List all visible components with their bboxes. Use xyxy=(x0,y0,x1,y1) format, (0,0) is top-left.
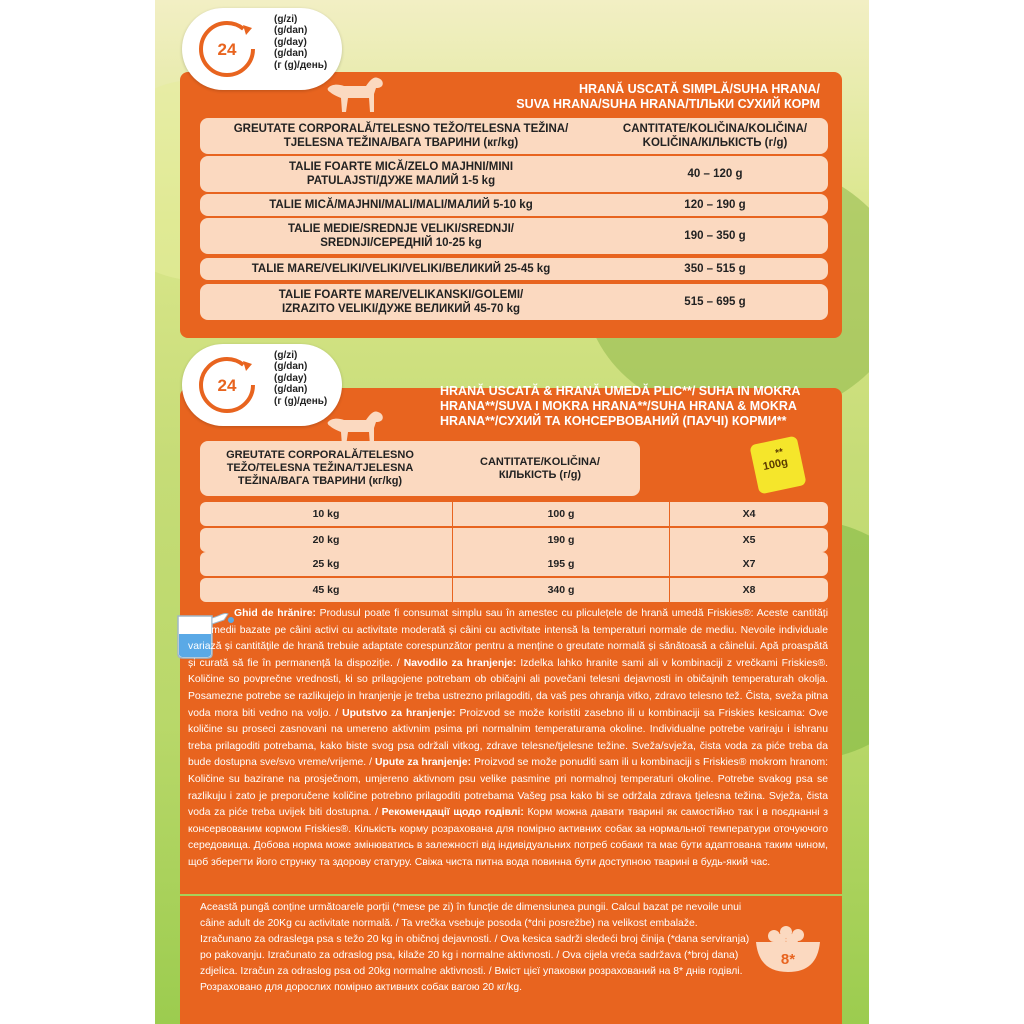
table-row: 10 kg 100 g X4 xyxy=(200,502,828,526)
unit-list: (g/zi) (g/dan) (g/day) (g/dan) (г (g)/день) xyxy=(274,350,328,407)
clock-24h-icon xyxy=(196,18,258,80)
table-row: TALIE MARE/VELIKI/VELIKI/VELIKI/ВЕЛИКИЙ 25-45 kg 350 – 515 g xyxy=(200,258,828,280)
weight-header: GREUTATE CORPORALĂ/TELESNO TEŽO/TELESNA TEŽINA/ TJELESNA TEŽINA/ВАГА ТВАРИНИ (кг/kg) xyxy=(233,123,569,149)
dry-food-title: HRANĂ USCATĂ SIMPLĂ/SUHA HRANA/ SUVA HRANA/SUHA HRANA/ТІЛЬКИ СУХИЙ КОРМ xyxy=(516,82,820,111)
table-row: TALIE FOARTE MICĂ/ZELO MAJHNI/MINI PATULAJSTI/ДУЖЕ МАЛИЙ 1-5 kg 40 – 120 g xyxy=(200,156,828,192)
quantity-header: CANTITATE/KOLIČINA/ КІЛЬКІСТЬ (г/g) xyxy=(480,455,600,481)
svg-text:8*: 8* xyxy=(780,951,796,968)
mixed-header-row xyxy=(200,441,640,496)
dog-silhouette-icon xyxy=(322,70,386,116)
table-row: TALIE MICĂ/MAJHNI/MALI/MALI/МАЛИЙ 5-10 kg 120 – 190 g xyxy=(200,194,828,216)
wet-pouch-icon: ** 100g xyxy=(749,436,806,495)
food-bowl-icon xyxy=(752,922,824,974)
table-row: 20 kg 190 g X5 xyxy=(200,528,828,552)
feeding-guide-text: Ghid de hrănire: Produsul poate fi consumat simplu sau în amestec cu pliculețele de hrană umedă Friskies®: Aceste cantități sunt medii bazate pe câini activi cu activitate moderată și câini cu activitate intensă la temperaturi normale de mediu. Nevoile individuale variază și cantitățile de hrană trebuie adaptate corespunzător pentru a menține o greutate normală și sănătoasă a câinelui. Apă proaspătă și curată să fie în permanență la dispoziție. / Navodilo za hranjenje: Izdelka lahko hranite sami ali v kombinaciji z vrečkami Friskies®. Količine so povprečne vrednosti, ki so prilagojene potrebam ob običajni ali povečani telesni dejavnosti in običajnih temperaturah okolja. Posamezne potrebe se razlikujejo in hranjenje je treba ustrezno prilagoditi, da vaš pes ohranja vitko, zdravo telesno tež. Čista, sveža pitna voda mora biti vedno na voljo. / Uputstvo za hranjenje: Proizvod se može koristiti zasebno ili u kombinaciji sa Friskies kesicama: Ove količine su proseci zasnovani na umereno aktivnim psima pri normalnim temperaturama okoline. Individualne potrebe variraju i ishranu treba prilagoditi potrebama, kako biste svog psa održali vitkog, zdrave telesne/tjelesne težine. Sveža/svježa, čista voda za piće treba da bude dostupna sve/svo vreme/vrijeme. / Upute za hranjenje: Proizvod se može ponuditi sam ili u kombinaciji s Friskies® mokrom hranom: Količine su bazirane na prosječnom, umjereno aktivnom psu velike pasmine pri normalnoj temperaturi okoline. Potrebe svakog psa se razlikuju i zato je preporučene količine potrebno prilagoditi potrebama Vašeg psa kako bi se održala zdrava tjelesna težina. Svježa, čista voda za piće treba uvijek biti dostupna. / Рекомендації щодо годівлі: Корм можна давати тварині як самостійно так і в поєднанні з консервованим кормом Friskies®. Кількість корму розрахована для помірно активних собак за нормальної температури оточуючого середовища. Добова норма може змінюватись в залежності від індивідуальних потреб собаки та має бути адаптована таким чином, щоб зберегти його струнку та здорову статуру. Свіжа чиста питна вода повинна бути доступною тварині в будь-який час. xyxy=(188,608,829,868)
dry-header-row xyxy=(200,118,828,154)
table-row: 25 kg 195 g X7 xyxy=(200,552,828,576)
portions-text: Această pungă conține următoarele porții (*mese pe zi) în funcție de dimensiunea pungii. Calcul bazat pe nevoile unui câine adult de 20Kg cu activitate normală. / Ta vrečka vsebuje posoda (*dni posrežbe) na velikost embalaže. Izračunano za odraslega psa s težo 20 kg in običnoj dejavnosti. / Ova kesica sadrži sledeći broj činija (*dana serviranja) po pakovanju. Izračunato za odraslog psa, kilaže 20 kg i normalne aktivnosti. / Ova cijela vreća sadržava (*broj dana) zdjelica. Izračun za odraslog psa od 20kg normalne aktivnosti. / Вміст цієї упаковки розрахований на 8* днів годівлі. Розраховано для дорослих помірно активних собак вагою 20 кг/kg. xyxy=(200,902,750,993)
table-row: TALIE MEDIE/SREDNJE VELIKI/SREDNJI/ SREDNJI/СЕРЕДНІЙ 10-25 kg 190 – 350 g xyxy=(200,218,828,254)
quantity-header: CANTITATE/KOLIČINA/KOLIČINA/ KOLIČINA/КІЛЬКІСТЬ (г/g) xyxy=(622,123,808,149)
unit-list: (g/zi) (g/dan) (g/day) (g/dan) (г (g)/день) xyxy=(274,14,328,71)
mixed-food-title: HRANĂ USCATĂ & HRANĂ UMEDĂ PLIC**/ SUHA IN MOKRA HRANA**/SUVA I MOKRA HRANA**/SUHA HRANA & MOKRA HRANA**/СУХИЙ ТА КОНСЕРВОВАНИЙ (ПАУЧІ) КОРМИ** xyxy=(440,384,801,428)
daily-badge-dry xyxy=(182,8,342,90)
weight-header: GREUTATE CORPORALĂ/TELESNO TEŽO/TELESNA TEŽINA/TJELESNA TEŽINA/ВАГА ТВАРИНИ (кг/kg) xyxy=(226,449,414,487)
svg-text:24: 24 xyxy=(217,376,237,395)
clock-24h-icon xyxy=(196,354,258,416)
daily-badge-mixed xyxy=(182,344,342,426)
table-row: 45 kg 340 g X8 xyxy=(200,578,828,602)
svg-text:24: 24 xyxy=(217,40,237,59)
table-row: TALIE FOARTE MARE/VELIKANSKI/GOLEMI/ IZRAZITO VELIKI/ДУЖЕ ВЕЛИКИЙ 45-70 kg 515 – 695 g xyxy=(200,284,828,320)
